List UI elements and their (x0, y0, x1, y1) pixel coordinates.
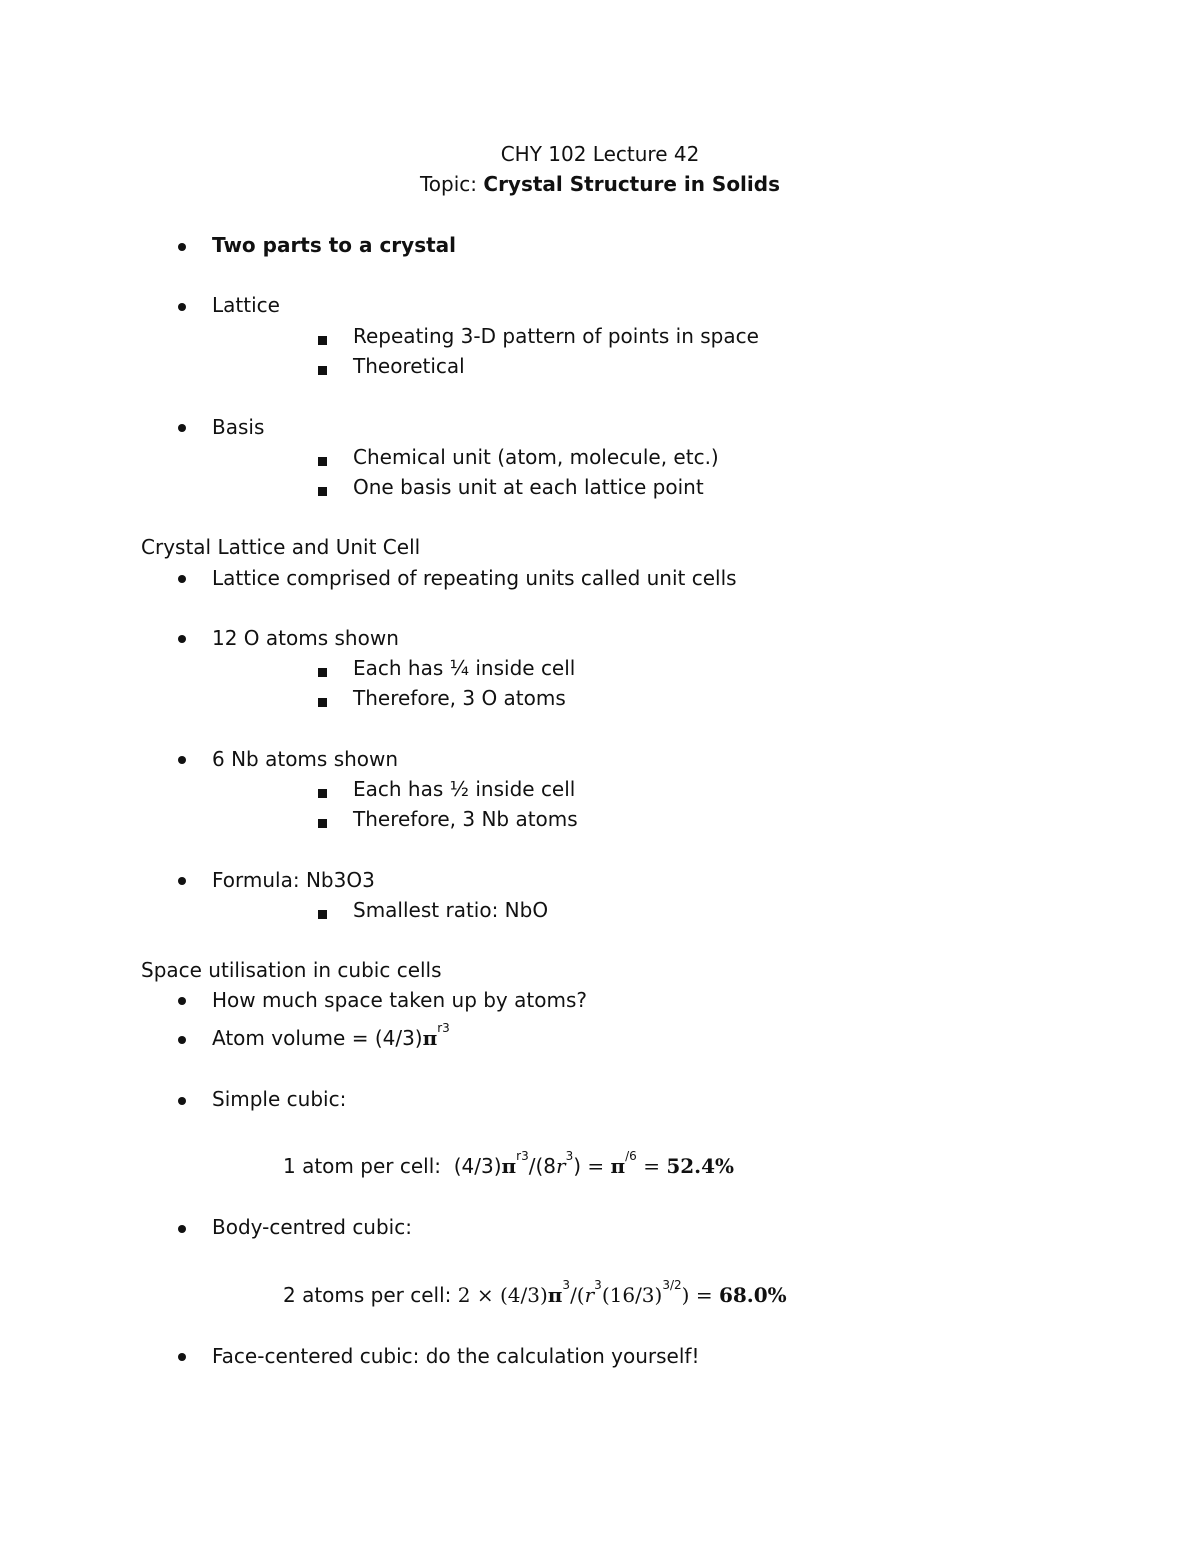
sc-label: 1 atom per cell: (283, 1154, 441, 1178)
o-atoms-subitem: Therefore, 3 O atoms (353, 686, 566, 710)
bullet-square (318, 336, 327, 345)
bullet-dot (178, 303, 186, 311)
nb-atoms-subitem: Therefore, 3 Nb atoms (353, 807, 578, 831)
lattice-item: Lattice (212, 293, 280, 317)
bullet-square (318, 668, 327, 677)
bcc-label: 2 atoms per cell: (283, 1283, 452, 1307)
bcc-result: 68.0% (718, 1283, 787, 1307)
topic-line (0, 172, 1200, 196)
simple-cubic-equation: 1 atom per cell: $(4/3)\pi^{r3}/(8r^3) = \pi^{/6} = 52.4\%$ (283, 1149, 735, 1178)
unit-cells-item: Lattice comprised of repeating units called unit cells (212, 566, 737, 590)
bullet-square (318, 819, 327, 828)
formula-item: Formula: Nb3O3 (212, 868, 375, 892)
bullet-dot (178, 756, 186, 764)
two-parts-item: Two parts to a crystal (212, 233, 457, 257)
bullet-dot (178, 1097, 186, 1105)
bullet-dot (178, 243, 186, 251)
o-atoms-item: 12 O atoms shown (212, 626, 399, 650)
topic-title: Crystal Structure in Solids (483, 172, 780, 196)
bullet-dot (178, 424, 186, 432)
pi-symbol: π (422, 1026, 438, 1050)
bcc-equation: 2 atoms per cell: $2 \times (4/3)\pi^3/(r^3(16/3)^{3/2}) = 68.0\%$ (283, 1278, 787, 1307)
nb-atoms-item: 6 Nb atoms shown (212, 747, 399, 771)
topic-label: Topic: (419, 172, 484, 196)
o-atoms-subitem: Each has ¼ inside cell (353, 656, 576, 680)
bullet-dot (178, 575, 186, 583)
nb-atoms-subitem: Each has ½ inside cell (353, 777, 576, 801)
basis-subitem: One basis unit at each lattice point (353, 475, 704, 499)
bullet-square (318, 910, 327, 919)
fcc-item: Face-centered cubic: do the calculation yourself! (212, 1344, 700, 1368)
bullet-dot (178, 1353, 186, 1361)
lattice-section-heading: Crystal Lattice and Unit Cell (141, 535, 421, 559)
sc-result: 52.4% (666, 1154, 735, 1178)
atom-volume-item (212, 1021, 450, 1050)
bullet-square (318, 789, 327, 798)
bullet-dot (178, 1036, 186, 1044)
lattice-subitem: Repeating 3-D pattern of points in space (353, 324, 759, 348)
bullet-dot (178, 877, 186, 885)
formula-subitem: Smallest ratio: NbO (353, 898, 549, 922)
r-cubed: r3 (437, 1021, 450, 1035)
lattice-subitem: Theoretical (353, 354, 465, 378)
bullet-dot (178, 635, 186, 643)
bcc-item: Body-centred cubic: (212, 1215, 412, 1239)
bullet-dot (178, 997, 186, 1005)
basis-subitem: Chemical unit (atom, molecule, etc.) (353, 445, 719, 469)
bullet-square (318, 457, 327, 466)
space-section-heading: Space utilisation in cubic cells (141, 958, 442, 982)
bullet-square (318, 366, 327, 375)
space-question-item: How much space taken up by atoms? (212, 988, 587, 1012)
atom-volume-text: Atom volume = (4/3) (212, 1026, 423, 1050)
simple-cubic-item: Simple cubic: (212, 1087, 347, 1111)
course-title: CHY 102 Lecture 42 (500, 142, 700, 166)
bullet-square (318, 698, 327, 707)
bullet-dot (178, 1225, 186, 1233)
bullet-square (318, 487, 327, 496)
basis-item: Basis (212, 415, 265, 439)
